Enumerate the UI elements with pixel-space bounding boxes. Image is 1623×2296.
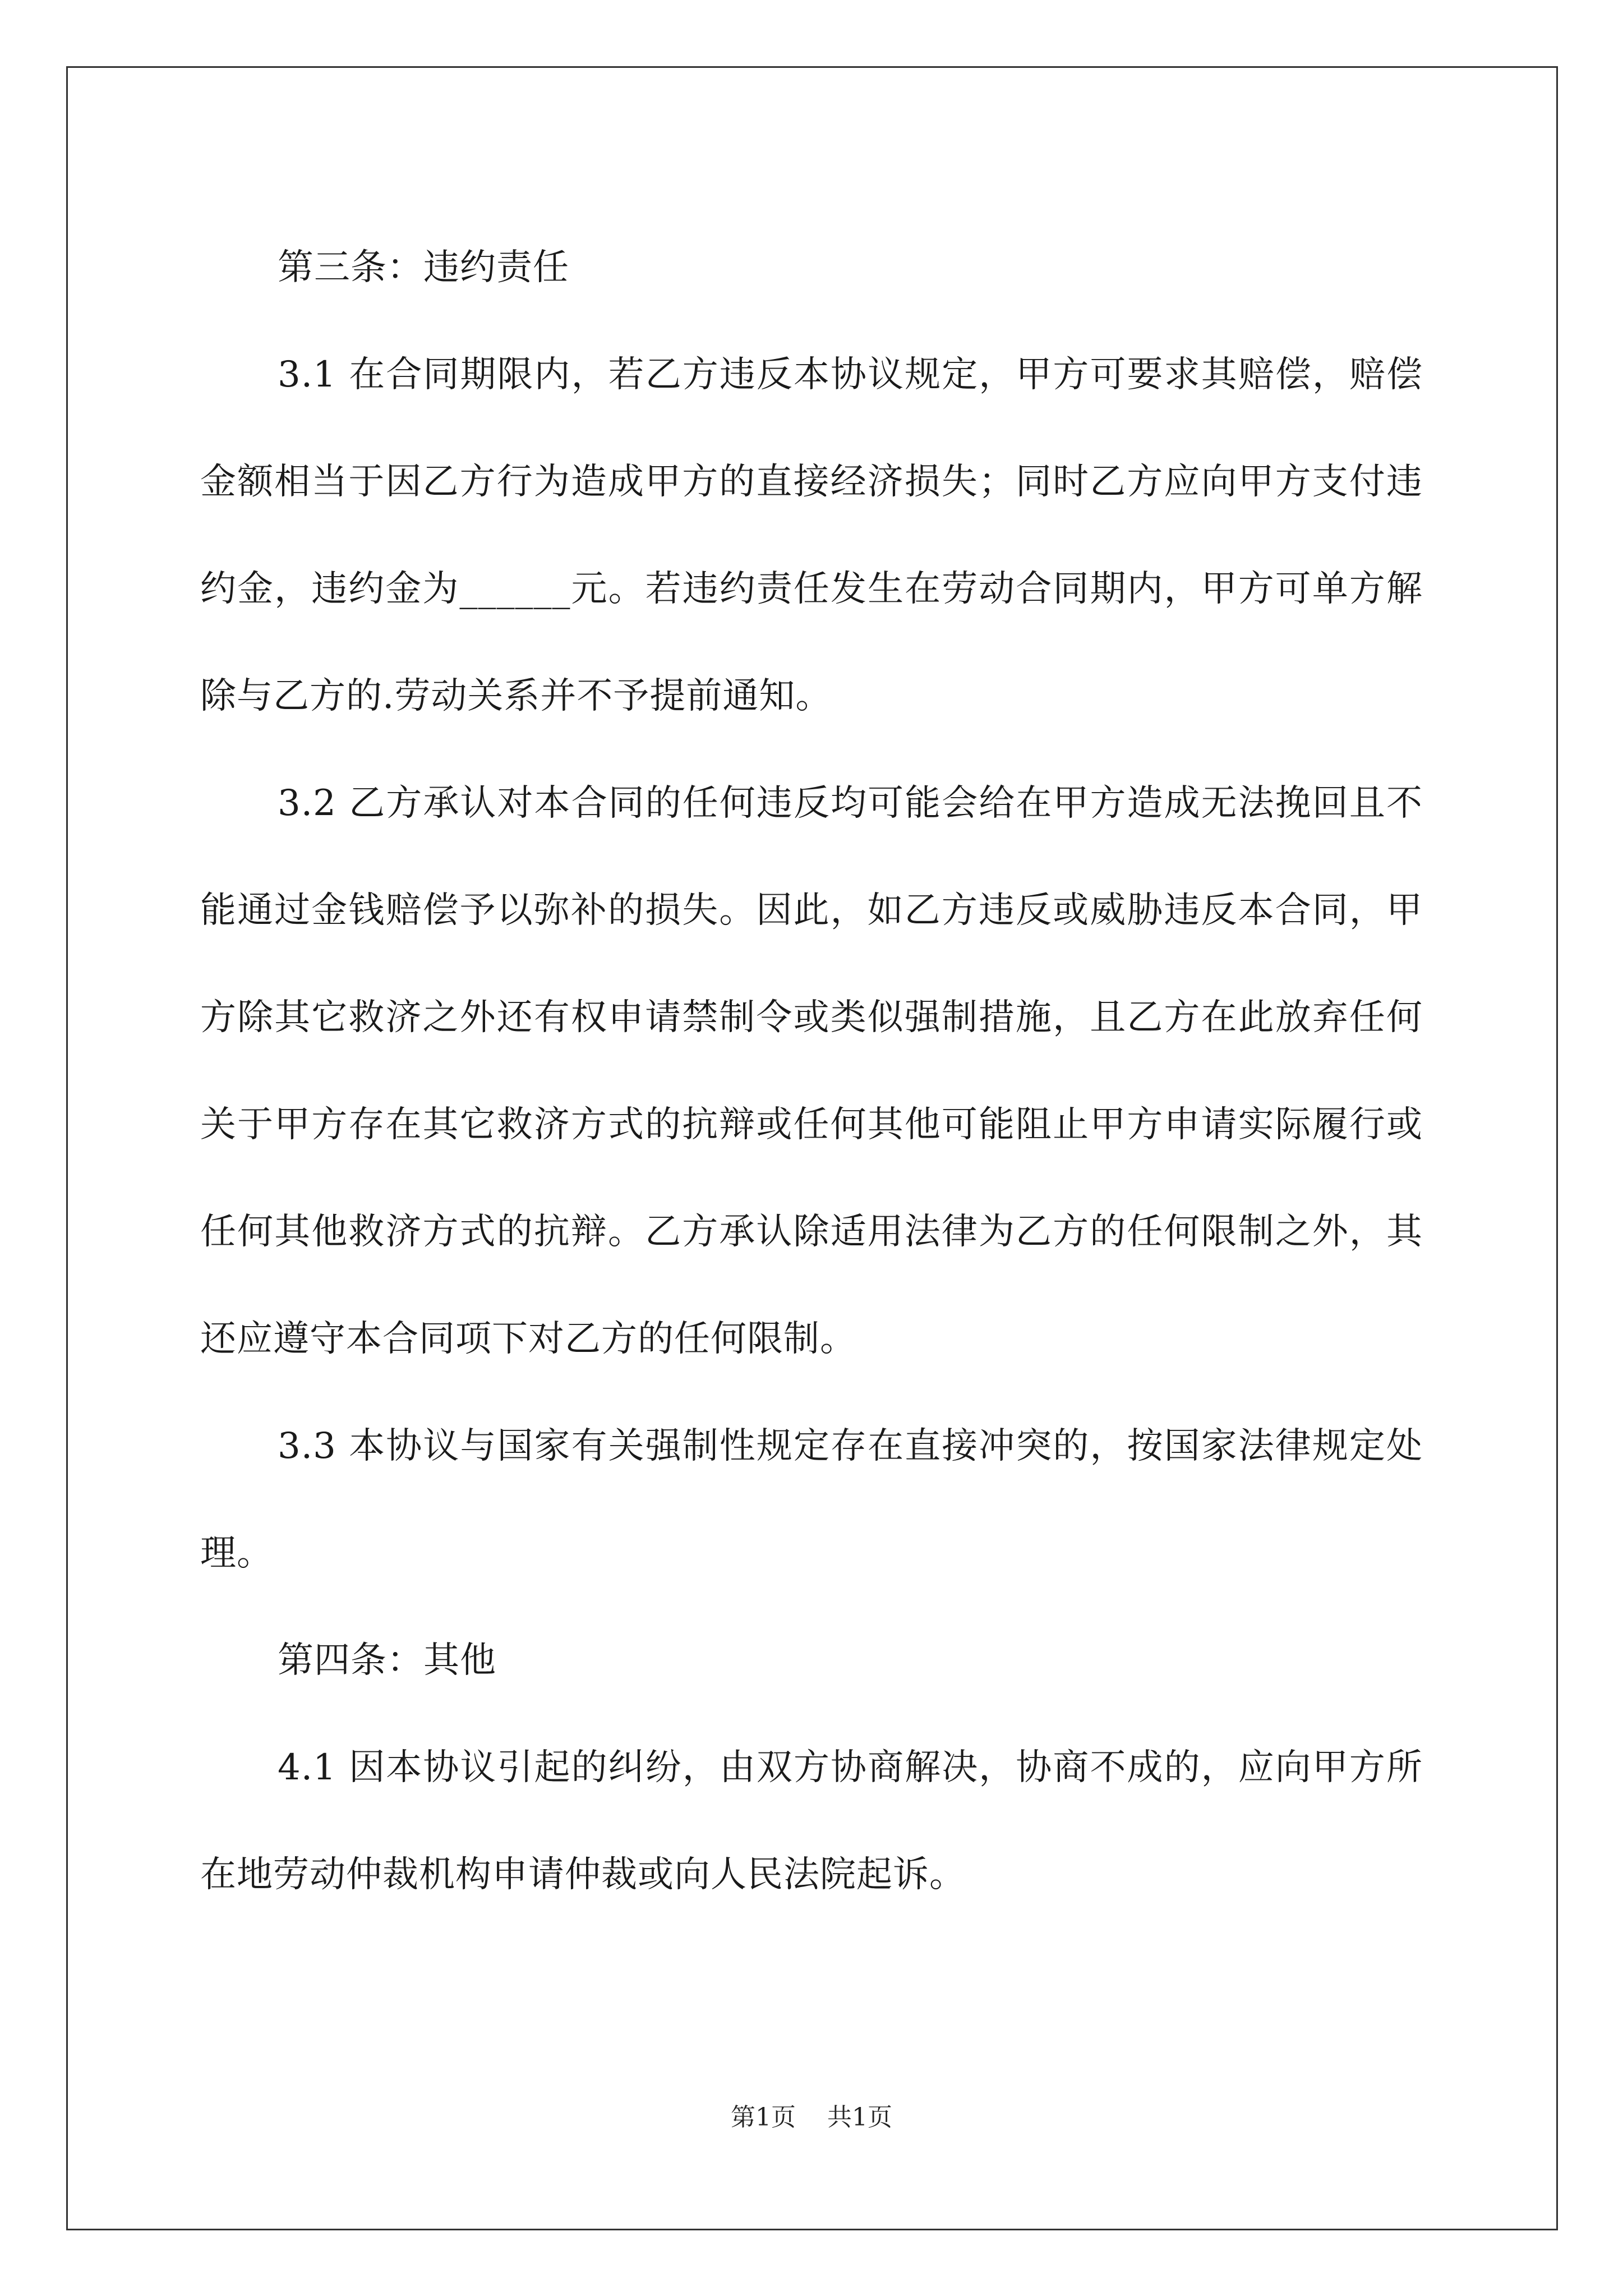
page-footer [0, 2101, 1623, 2134]
article-3-heading: 第三条：违约责任 [278, 247, 569, 288]
article-4-heading: 第四条：其他 [278, 1640, 496, 1681]
document-body [200, 214, 1423, 1929]
total-pages: 共1页 [827, 2103, 892, 2132]
clause-3-3: 3.3 本协议与国家有关强制性规定存在直接冲突的，按国家法律规定处理。 [200, 1425, 1423, 1574]
clause-3-2: 3.2 乙方承认对本合同的任何违反均可能会给在甲方造成无法挽回且不能通过金钱赔偿予以弥补的损失。因此，如乙方违反或威胁违反本合同，甲方除其它救济之外还有权申请禁制令或类似强制措施，且乙方在此放弃任何关于甲方存在其它救济方式的抗辩或任何其他可能阻止甲方申请实际履行或任何其他救济方式的抗辩。乙方承认除适用法律为乙方的任何限制之外，其还应遵守本合同项下对乙方的任何限制。 [200, 783, 1423, 1360]
clause-4-1: 4.1 因本协议引起的纠纷，由双方协商解决，协商不成的，应向甲方所在地劳动仲裁机构申请仲裁或向人民法院起诉。 [200, 1747, 1423, 1895]
clause-3-1: 3.1 在合同期限内，若乙方违反本协议规定，甲方可要求其赔偿，赔偿金额相当于因乙方行为造成甲方的直接经济损失；同时乙方应向甲方支付违约金，违约金为______元。若违约责任发生在劳动合同期内，甲方可单方解除与乙方的.劳动关系并不予提前通知。 [200, 354, 1423, 717]
page-number: 第1页 [731, 2103, 796, 2132]
